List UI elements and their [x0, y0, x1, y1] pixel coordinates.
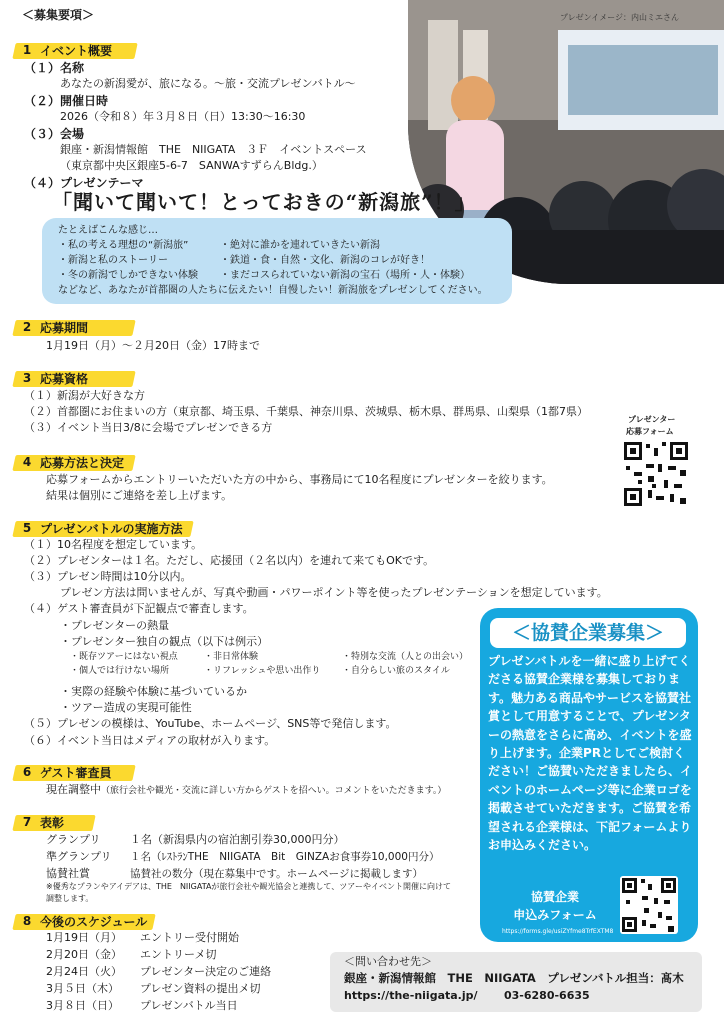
section-8-heading	[14, 911, 147, 931]
criteria-example: ・既存ツアーにはない視点	[70, 652, 178, 662]
qr-code-icon	[622, 440, 690, 508]
method-item: （６）イベント当日はメディアの取材が入ります。	[24, 734, 276, 747]
name-label: （１）名称	[24, 61, 85, 75]
example-item: ・鉄道・食・自然・文化、新潟のコレが好き！	[220, 255, 430, 266]
section-5-heading	[14, 518, 182, 538]
section-1-heading	[14, 40, 112, 60]
application-method-text: 応募フォームからエントリーいただいた方の中から、事務局にて10名程度にプレゼンターを絞ります。	[46, 473, 553, 486]
page-title: ＜募集要項＞	[22, 8, 95, 22]
eligibility-item: （２）首都圏にお住まいの方（東京都、埼玉県、千葉県、神奈川県、茨城県、栃木県、群馬県、山梨県（1都7県）	[24, 405, 588, 418]
award-note: ※優秀なプランやアイデアは、THE NIIGATAが旅行会社や観光協会と連携して、ツアーやイベント開催に向けて	[46, 882, 452, 891]
schedule-event: プレゼンバトル当日	[140, 999, 238, 1012]
presenter-form-qr-code[interactable]	[622, 440, 690, 508]
schedule-date: 2月24日（火）	[46, 965, 122, 978]
venue-address: （東京都中央区銀座5-6-7 SANWAすずらんBldg.）	[60, 159, 323, 172]
section-2-heading	[14, 317, 88, 337]
method-item: （１）10名程度を想定しています。	[24, 538, 203, 551]
example-item: ・まだコスられていない新潟の宝石（場所・人・体験）	[220, 270, 470, 281]
award-value: １名（新潟県内の宿泊割引券30,000円分）	[130, 833, 345, 846]
criteria-item: ・実際の経験や体験に基づいているか	[60, 685, 247, 698]
award-label: 準グランプリ	[46, 850, 112, 863]
award-label: グランプリ	[46, 833, 101, 846]
section-3-title: 応募資格	[40, 371, 89, 386]
sponsor-form-label	[500, 888, 610, 924]
contact-title: ＜問い合わせ先＞	[344, 955, 432, 968]
section-6-heading	[14, 762, 112, 782]
award-value: １名（ﾚｽﾄﾗﾝTHE NIIGATA Bit GINZAお食事券10,000円分）	[130, 851, 440, 863]
section-4-number: 4	[22, 455, 32, 469]
application-period: 1月19日（月）～２月20日（金）17時まで	[46, 339, 260, 352]
schedule-date: 2月20日（金）	[46, 948, 122, 961]
award-value: 協賛社の数分（現在募集中です。ホームページに掲載します）	[130, 868, 423, 880]
criteria-example: ・リフレッシュや思い出作り	[204, 666, 321, 676]
schedule-event: エントリーメ切	[140, 948, 217, 961]
criteria-example: ・特別な交流（人との出会い）	[342, 652, 469, 662]
venue-label: （３）会場	[24, 127, 85, 141]
award-note: 調整します。	[46, 894, 94, 903]
section-6-title: ゲスト審査員	[40, 765, 112, 780]
method-item: （２）プレゼンターは１名。ただし、応援団（２名以内）を連れて来てもOKです。	[24, 554, 435, 567]
example-item: ・冬の新潟でしかできない体験	[58, 270, 198, 281]
application-method-text: 結果は個別にご連絡を差し上げます。	[46, 489, 233, 502]
event-name: あなたの新潟愛が、旅になる。～旅・交流プレゼンバトル～	[60, 77, 356, 90]
judges-status-value: 現在調整中	[46, 783, 101, 796]
section-1-title: イベント概要	[40, 43, 113, 58]
criteria-example: ・自分らしい旅のスタイル	[342, 666, 450, 676]
method-item: （５）プレゼンの模様は、YouTube、ホームページ、SNS等で発信します。	[24, 717, 397, 730]
section-7-title: 表彰	[40, 815, 65, 830]
example-item: ・私の考える理想の“新潟旅”	[58, 240, 189, 251]
date-label: （２）開催日時	[24, 94, 109, 108]
example-item: ・絶対に誰かを連れていきたい新潟	[220, 240, 380, 251]
contact-phone[interactable]: 03-6280-6635	[504, 989, 590, 1002]
sponsor-body: プレゼンバトルを一緒に盛り上げてくださる協賛企業様を募集しております。魅力ある商品やサービスを協賛社賞として用意することで、プレゼンターの熱意をさらに高め、イベントを盛り上げます。企業PRとしてご検討ください！ご協賛いただきましたら、イベントのホームページ等に企業ロゴを掲載させていただきます。ご協賛を希望される企業様は、下記フォームよりお申込みください。	[488, 654, 693, 853]
sponsor-recruitment-box	[480, 608, 698, 942]
sponsor-form-url[interactable]: https://forms.gle/usiZYfme8TrfEXTM8	[502, 928, 614, 935]
section-2-number: 2	[22, 320, 32, 334]
section-7-heading	[14, 812, 64, 832]
section-7-number: 7	[22, 815, 32, 829]
eligibility-item: （１）新潟が大好きな方	[24, 389, 145, 402]
qr-label: 応募フォーム	[626, 427, 674, 436]
method-item: （３）プレゼン時間は10分以内。	[24, 570, 192, 583]
section-8-title: 今後のスケジュール	[40, 914, 148, 929]
section-4-title: 応募方法と決定	[40, 455, 125, 470]
sponsor-form-label-line: 申込みフォーム	[513, 908, 597, 922]
section-8-number: 8	[22, 914, 32, 928]
section-3-number: 3	[22, 371, 32, 385]
venue-name: 銀座・新潟情報館 THE NIIGATA ３Ｆ イベントスペース	[60, 143, 367, 156]
criteria-item: ・ツアー造成の実現可能性	[60, 701, 192, 714]
sponsor-form-label-line: 協賛企業	[530, 890, 579, 904]
schedule-date: 3月５日（木）	[46, 982, 119, 995]
event-date: 2026（令和８）年３月８日（日）13:30～16:30	[60, 110, 306, 123]
section-5-number: 5	[22, 521, 32, 535]
contact-box	[330, 952, 702, 1012]
section-1-number: 1	[22, 43, 32, 57]
award-label: 協賛社賞	[46, 867, 90, 880]
criteria-example: ・非日常体験	[204, 652, 259, 662]
criteria-example: ・個人では行けない場所	[70, 666, 170, 676]
method-item: （４）ゲスト審査員が下記観点で審査します。	[24, 602, 254, 615]
section-2-title: 応募期間	[40, 320, 89, 335]
criteria-item: ・プレゼンターの熱量	[60, 619, 170, 632]
contact-website[interactable]: https://the-niigata.jp/	[344, 989, 478, 1002]
examples-outro: などなど、あなたが首都圏の人たちに伝えたい！自慢したい！新潟旅をプレゼンしてください。	[58, 285, 488, 296]
photo-credit: プレゼンイメージ：内山ミエさん	[560, 13, 680, 22]
presentation-theme: 「聞いて聞いて！とっておきの“新潟旅”！」	[52, 190, 476, 214]
qr-code-icon	[620, 876, 678, 934]
section-5-title: プレゼンバトルの実施方法	[40, 521, 183, 536]
schedule-event: プレゼンター決定のご連絡	[140, 965, 272, 978]
examples-intro: たとえばこんな感じ…	[58, 225, 158, 236]
judges-note: （旅行会社や観光・交流に詳しい方からゲストを招へい。コメントをいただきます。）	[101, 786, 447, 796]
sponsor-form-qr-code[interactable]	[620, 876, 678, 934]
theme-label: （４）プレゼンテーマ	[24, 176, 144, 190]
contact-organization: 銀座・新潟情報館 THE NIIGATA プレゼンバトル担当：髙木	[344, 971, 684, 985]
example-item: ・新潟と私のストーリー	[58, 255, 168, 266]
schedule-event: プレゼン資料の提出メ切	[140, 982, 261, 995]
judges-status	[46, 782, 446, 798]
schedule-date: 3月８日（日）	[46, 999, 119, 1012]
section-3-heading	[14, 368, 88, 388]
eligibility-item: （３）イベント当日3/8に会場でプレゼンできる方	[24, 421, 273, 434]
method-item: プレゼン方法は問いませんが、写真や動画・パワーポイント等を使ったプレゼンテーションを想定しています。	[60, 586, 608, 599]
section-6-number: 6	[22, 765, 32, 779]
sponsor-title: ＜協賛企業募集＞	[490, 618, 686, 648]
qr-label: プレゼンター	[628, 415, 676, 424]
schedule-event: エントリー受付開始	[140, 931, 239, 944]
section-4-heading	[14, 452, 124, 472]
criteria-item: ・プレゼンター独自の観点（以下は例示）	[60, 635, 269, 648]
schedule-date: 1月19日（月）	[46, 931, 122, 944]
